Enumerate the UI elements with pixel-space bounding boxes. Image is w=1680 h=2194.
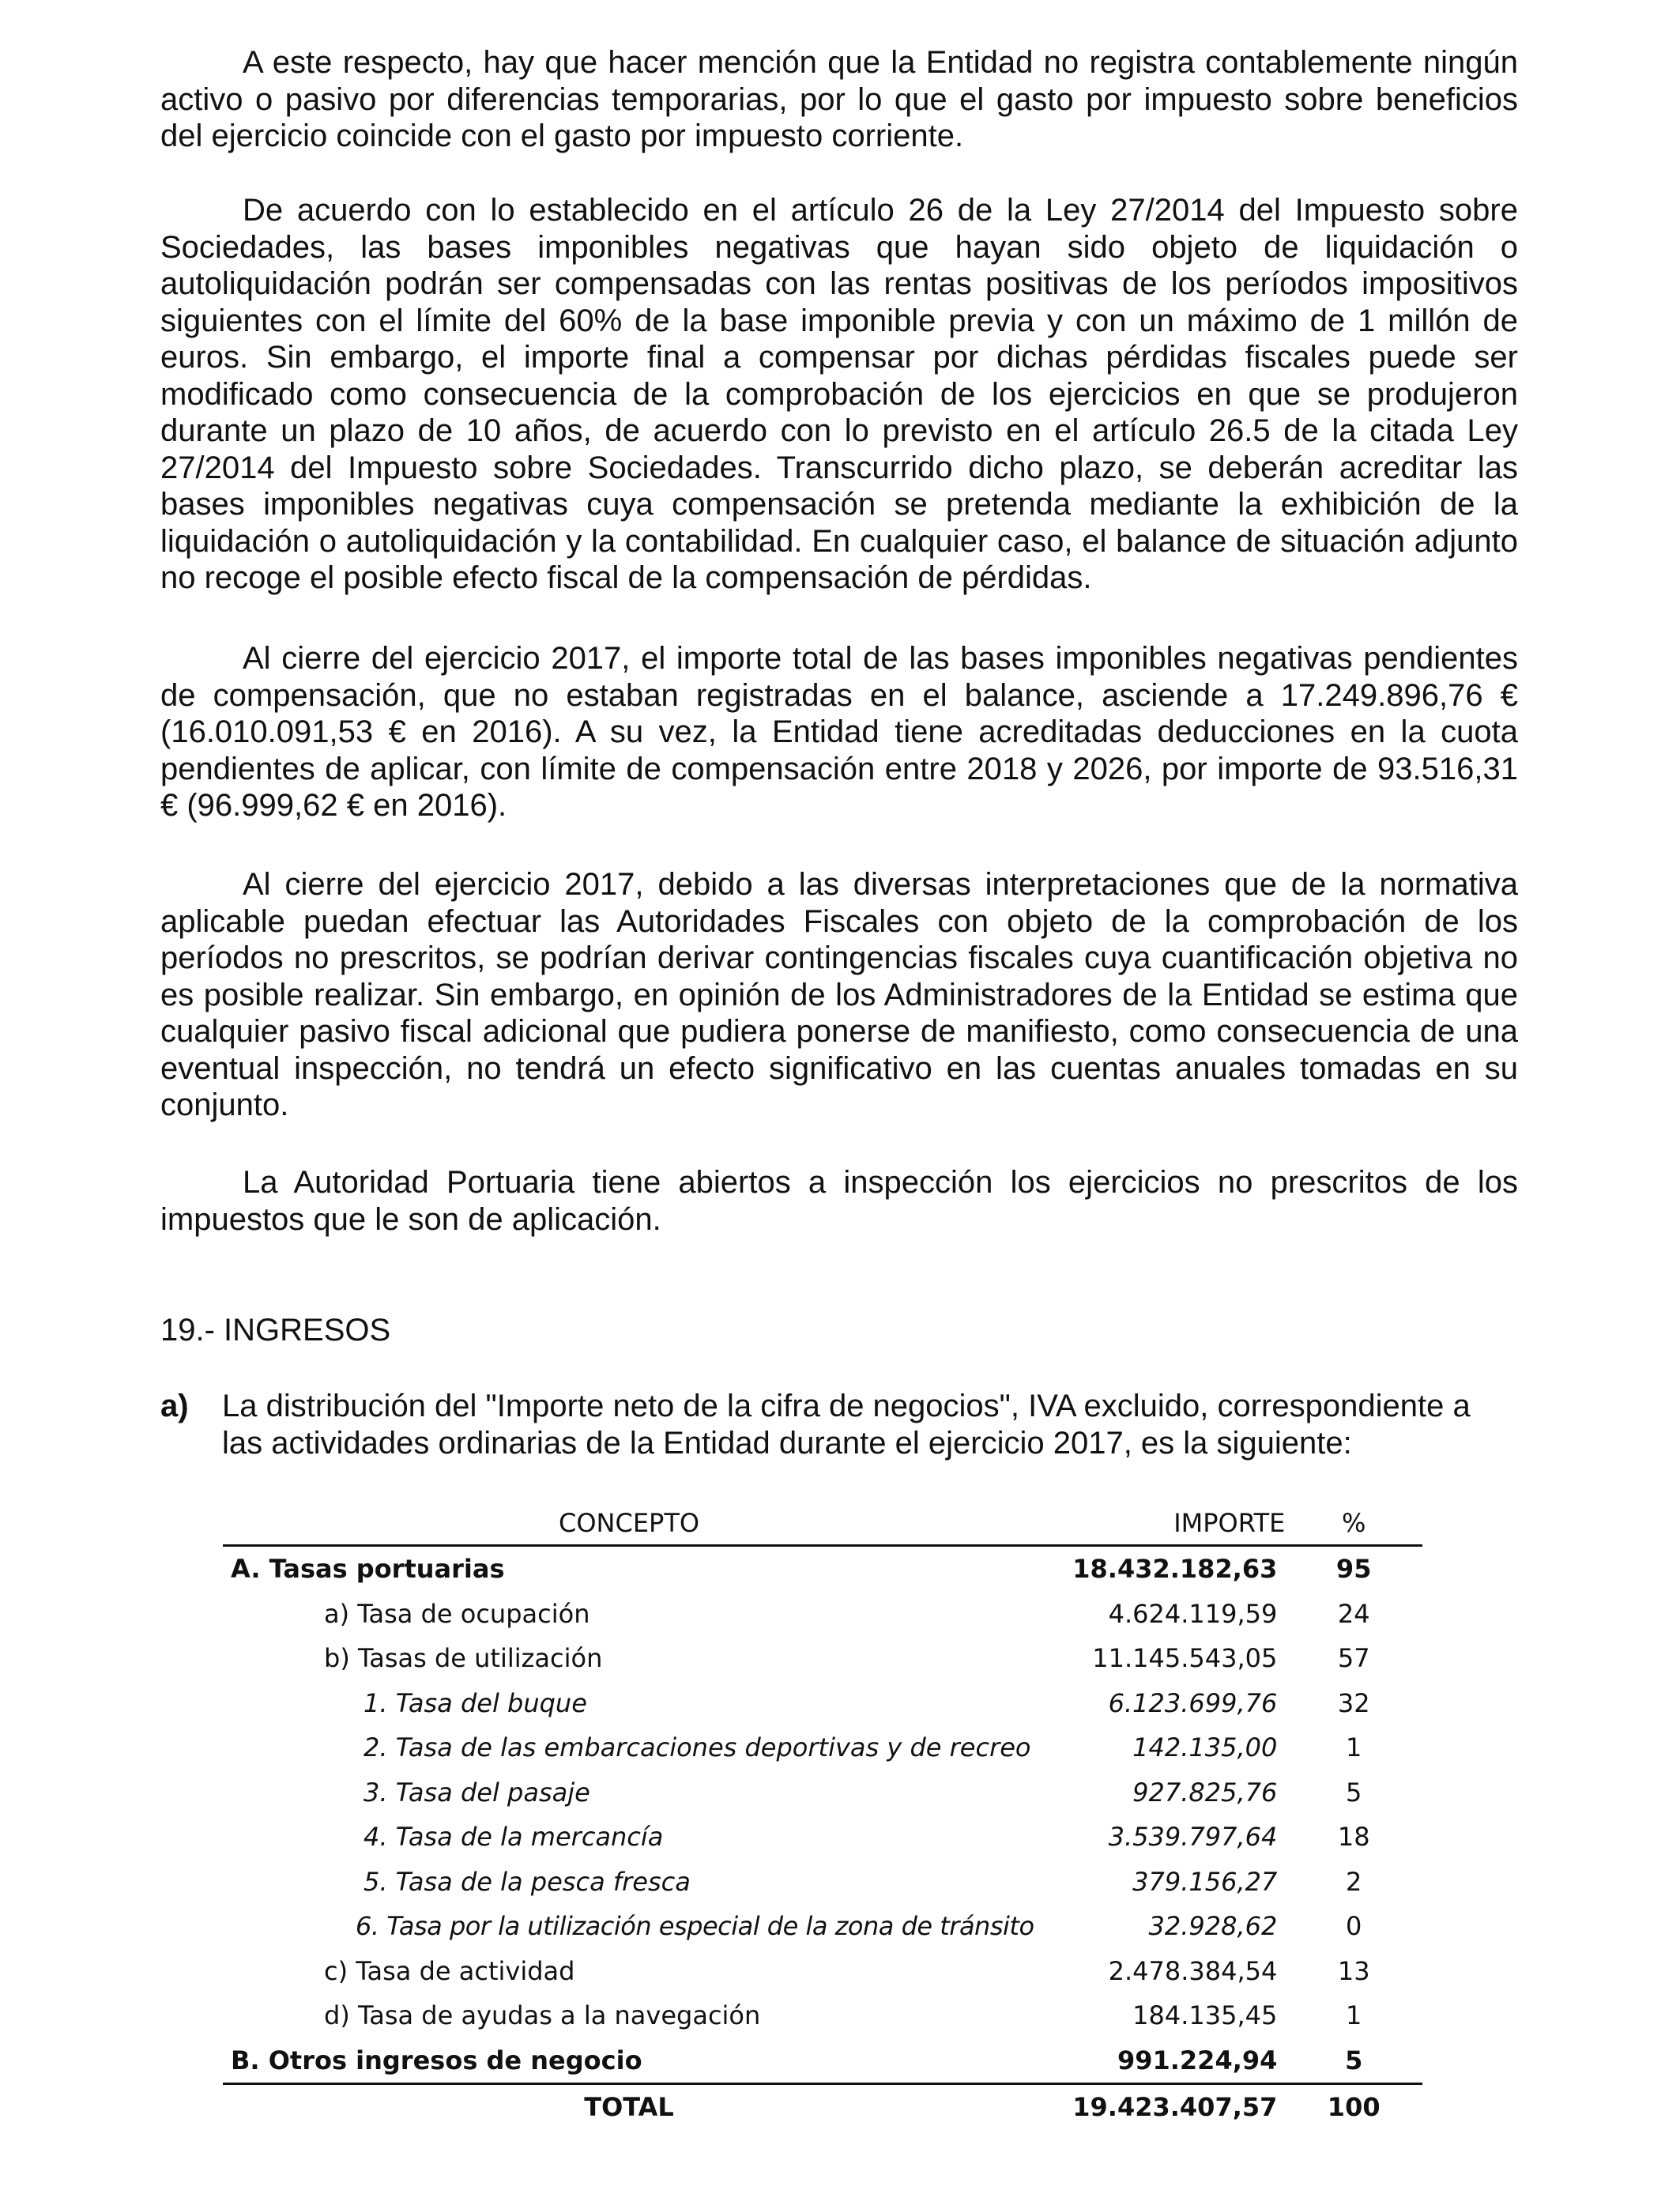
header-concept: CONCEPTO: [223, 1502, 1035, 1546]
row-concept: 4. Tasa de la mercancía: [363, 1822, 664, 1853]
total-pct: 100: [1327, 2092, 1381, 2123]
row-concept: 2. Tasa de las embarcaciones deportivas y de recreo: [363, 1732, 1031, 1763]
row-pct: 5: [1346, 1777, 1362, 1808]
row-pct: 0: [1346, 1911, 1362, 1942]
row-concept: d) Tasa de ayudas a la navegación: [324, 2000, 761, 2031]
row-amount: 11.145.543,05: [1092, 1643, 1278, 1674]
table-header-row: [223, 1502, 1422, 1546]
row-amount: 991.224,94: [1035, 2038, 1285, 2084]
paragraph-tax-contingencies: [160, 866, 1518, 1124]
table-row: [223, 1949, 1422, 1994]
row-amount: 927.825,76: [1132, 1777, 1278, 1808]
list-item-text: La distribución del "Importe neto de la cifra de negocios", IVA excluido, correspondiente a las actividades ordinarias de la Entidad durante el ejercicio 2017, es la siguiente:: [222, 1389, 1471, 1461]
table-row: [223, 1592, 1422, 1637]
list-item-marker: a): [160, 1389, 189, 1423]
row-amount: 6.123.699,76: [1108, 1687, 1278, 1718]
row-amount: 379.156,27: [1132, 1866, 1278, 1897]
table-row: [223, 1993, 1422, 2038]
row-concept: a) Tasa de ocupación: [324, 1598, 590, 1629]
row-pct: 2: [1346, 1866, 1362, 1897]
paragraph-pending-tax-bases: [160, 640, 1518, 824]
table-row: [223, 1725, 1422, 1770]
row-amount: 184.135,45: [1132, 2000, 1278, 2031]
row-amount: 18.432.182,63: [1072, 1554, 1278, 1585]
table-total-row: [223, 2084, 1422, 2130]
row-amount: 4.624.119,59: [1108, 1598, 1278, 1629]
paragraph-text: De acuerdo con lo establecido en el artículo 26 de la Ley 27/2014 del Impuesto sobre Sociedades, las bases imponibles negativas que hayan sido objeto de liquidación o autoliquidación podrán ser compensadas con las rentas positivas de los períodos impositivos siguientes con el límite del 60% de la base imponible previa y con un máximo de 1 millón de euros. Sin embargo, el importe final a compensar por dichas pérdidas fiscales puede ser modificado como consecuencia de la comprobación de los ejercicios en que se produjeron durante un plazo de 10 años, de acuerdo con lo previsto en el artículo 26.5 de la citada Ley 27/2014 del Impuesto sobre Sociedades. Transcurrido dicho plazo, se deberán acreditar las bases imponibles negativas cuya compensación se pretenda mediante la exhibición de la liquidación o autoliquidación y la contabilidad. En cualquier caso, el balance de situación adjunto no recoge el posible efecto fiscal de la compensación de pérdidas.: [160, 193, 1518, 595]
table-row: [223, 1636, 1422, 1681]
row-amount: 142.135,00: [1132, 1732, 1278, 1763]
row-pct: 57: [1337, 1643, 1370, 1674]
row-amount: 2.478.384,54: [1108, 1955, 1278, 1986]
paragraph-text: A este respecto, hay que hacer mención que la Entidad no registra contablemente ningún activo o pasivo por diferencias temporarias, por lo que el gasto por impuesto sobre beneficios del ejercicio coincide con el gasto por impuesto corriente.: [160, 45, 1518, 153]
paragraph-text: Al cierre del ejercicio 2017, debido a las diversas interpretaciones que de la normativa aplicable puedan efectuar las Autoridades Fiscales con objeto de la comprobación de los períodos no prescritos, se podrían derivar contingencias fiscales cuya cuantificación objetiva no es posible realizar. Sin embargo, en opinión de los Administradores de la Entidad se estima que cualquier pasivo fiscal adicional que pudiera ponerse de manifiesto, como consecuencia de una eventual inspección, no tendrá un efecto significativo en las cuentas anuales tomadas en su conjunto.: [160, 867, 1518, 1122]
paragraph-tax-inspection: [160, 1164, 1518, 1238]
list-item-a: [160, 1388, 1518, 1461]
row-concept: 5. Tasa de la pesca fresca: [363, 1866, 691, 1897]
header-amount: IMPORTE: [1035, 1502, 1285, 1546]
section-title: 19.- INGRESOS: [160, 1313, 391, 1348]
table-row: [223, 1546, 1422, 1592]
total-label: TOTAL: [584, 2092, 674, 2123]
table-row: [223, 2038, 1422, 2084]
row-pct: 13: [1337, 1955, 1370, 1986]
row-pct: 1: [1346, 2000, 1362, 2031]
row-pct: 32: [1337, 1687, 1370, 1718]
row-concept: A. Tasas portuarias: [231, 1554, 505, 1585]
paragraph-text: Al cierre del ejercicio 2017, el importe total de las bases imponibles negativas pendientes de compensación, que no estaban registradas en el balance, asciende a 17.249.896,76 € (16.010.091,53 € en 2016). A su vez, la Entidad tiene acreditadas deducciones en la cuota pendientes de aplicar, con límite de compensación entre 2018 y 2026, por importe de 93.516,31 € (96.999,62 € en 2016).: [160, 641, 1518, 823]
row-pct: 95: [1335, 1554, 1372, 1585]
table-row: [223, 1860, 1422, 1905]
paragraph-deferred-taxes: [160, 44, 1518, 155]
row-pct: 24: [1337, 1598, 1370, 1629]
row-pct: 18: [1337, 1822, 1370, 1853]
paragraph-text: La Autoridad Portuaria tiene abiertos a inspección los ejercicios no prescritos de los impuestos que le son de aplicación.: [160, 1165, 1518, 1237]
row-concept: c) Tasa de actividad: [324, 1955, 575, 1986]
table-row: [223, 1770, 1422, 1815]
table-row: [223, 1681, 1422, 1726]
row-pct: 5: [1285, 2038, 1422, 2084]
row-amount: 32.928,62: [1148, 1911, 1278, 1942]
row-concept: b) Tasas de utilización: [324, 1643, 603, 1674]
row-pct: 1: [1346, 1732, 1362, 1763]
total-amount: 19.423.407,57: [1072, 2092, 1278, 2123]
table-row: [223, 1904, 1422, 1949]
table-row: [223, 1815, 1422, 1860]
row-concept: B. Otros ingresos de negocio: [223, 2038, 1035, 2084]
row-concept: 1. Tasa del buque: [363, 1687, 587, 1718]
row-amount: 3.539.797,64: [1108, 1822, 1278, 1853]
header-pct: %: [1285, 1502, 1422, 1546]
paragraph-tax-loss-carryforward: [160, 192, 1518, 597]
row-concept: 3. Tasa del pasaje: [363, 1777, 590, 1808]
row-concept: 6. Tasa por la utilización especial de la zona de tránsito: [356, 1911, 1034, 1942]
income-distribution-table: [223, 1502, 1422, 2130]
